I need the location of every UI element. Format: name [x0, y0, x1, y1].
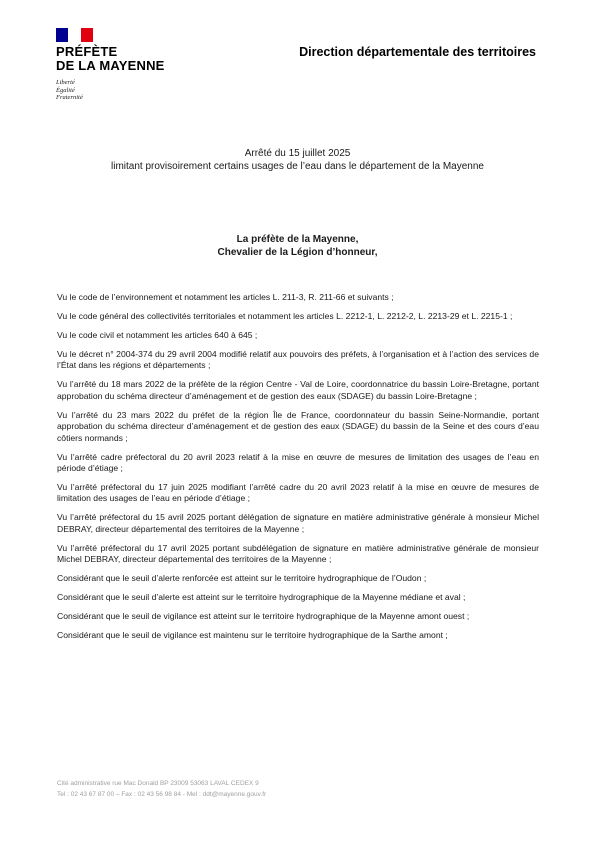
paragraph: Vu l’arrêté cadre préfectoral du 20 avril 2023 relatif à la mise en œuvre de mesures de limitation des usages de l’eau en période d’étiage ; — [57, 451, 539, 474]
republic-motto — [56, 79, 186, 102]
logo-title — [56, 45, 186, 73]
paragraph: Considérant que le seuil d’alerte est atteint sur le territoire hydrographique de la Mayenne médiane et aval ; — [57, 592, 466, 603]
french-flag-icon — [56, 28, 93, 42]
decree-title-line-1: Arrêté du 15 juillet 2025 — [244, 148, 351, 159]
footer-contact: Tel : 02 43 67 87 00 – Fax : 02 43 56 98 84 - Mel : ddt@mayenne.gouv.fr — [57, 790, 267, 798]
logo-line-2: DE LA MAYENNE — [56, 58, 165, 73]
authority-heading — [56, 233, 539, 259]
paragraph: Vu l’arrêté préfectoral du 17 avril 2025 portant subdélégation de signature en matière administrative générale de monsieur Michel DEBRAY, directeur départemental des territoires de la Mayenne ; — [57, 542, 539, 565]
authority-line-1: La préfète de la Mayenne, — [236, 234, 359, 245]
paragraph: Vu le décret n° 2004-374 du 29 avril 2004 modifié relatif aux pouvoirs des préfets, à l’organisation et à l’action des services de l’État dans les régions et départements ; — [57, 349, 539, 371]
decree-title — [56, 147, 539, 173]
paragraph: Considérant que le seuil d’alerte renforcée est atteint sur le territoire hydrographique de l’Oudon ; — [57, 573, 427, 584]
document-body — [57, 292, 539, 649]
paragraph: Vu le code général des collectivités territoriales et notamment les articles L. 2212-1, L. 2212-2, L. 2213-29 et L. 2215-1 ; — [57, 311, 513, 321]
paragraph: Vu le code civil et notamment les articles 640 à 645 ; — [57, 330, 258, 340]
flag-blue-stripe — [56, 28, 68, 42]
paragraph: Vu l’arrêté du 18 mars 2022 de la préfète de la région Centre - Val de Loire, coordonnatrice du bassin Loire-Bretagne, portant approbation du schéma directeur d’aménagement et de gestion des eaux (SDAGE) du bassin Loire-Bretagne ; — [57, 379, 539, 401]
paragraph: Considérant que le seuil de vigilance est atteint sur le territoire hydrographique de la Mayenne amont ouest ; — [57, 611, 470, 622]
footer-address: Cité administrative rue Mac Donald BP 23009 53063 LAVAL CEDEX 9 — [57, 780, 259, 787]
paragraph: Vu l’arrêté préfectoral du 17 juin 2025 modifiant l’arrêté cadre du 20 avril 2023 relatif à la mise en œuvre de mesures de limitation des usages de l’eau en période d’étiage ; — [57, 482, 539, 504]
decree-title-line-2: limitant provisoirement certains usages de l’eau dans le département de la Mayenne — [111, 161, 484, 172]
paragraph: Vu le code de l’environnement et notamment les articles L. 211-3, R. 211-66 et suivants ; — [57, 292, 394, 302]
authority-line-2: Chevalier de la Légion d’honneur, — [217, 247, 378, 258]
page-footer — [57, 779, 266, 800]
paragraph: Considérant que le seuil de vigilance est maintenu sur le territoire hydrographique de la Sarthe amont ; — [57, 630, 448, 641]
direction-heading: Direction départementale des territoires — [299, 45, 536, 59]
motto-liberte: Liberté — [56, 79, 75, 86]
motto-egalite: Égalité — [56, 86, 75, 94]
flag-white-stripe — [68, 28, 80, 42]
paragraph: Vu l’arrêté préfectoral du 15 avril 2025 portant délégation de signature en matière administrative générale à monsieur Michel DEBRAY, directeur départemental des territoires de la Mayenne ; — [57, 512, 539, 534]
motto-fraternite: Fraternité — [56, 94, 83, 101]
flag-red-stripe — [81, 28, 93, 42]
prefecture-logo — [56, 28, 186, 102]
paragraph: Vu l’arrêté du 23 mars 2022 du préfet de la région Île de France, coordonnateur du bassin Seine-Normandie, portant approbation du schéma directeur d’aménagement et de gestion des eaux (SDAGE) du bassin de la Seine et des cours d’eau côtiers normands ; — [57, 409, 539, 443]
logo-line-1: PRÉFÈTE — [56, 44, 118, 59]
